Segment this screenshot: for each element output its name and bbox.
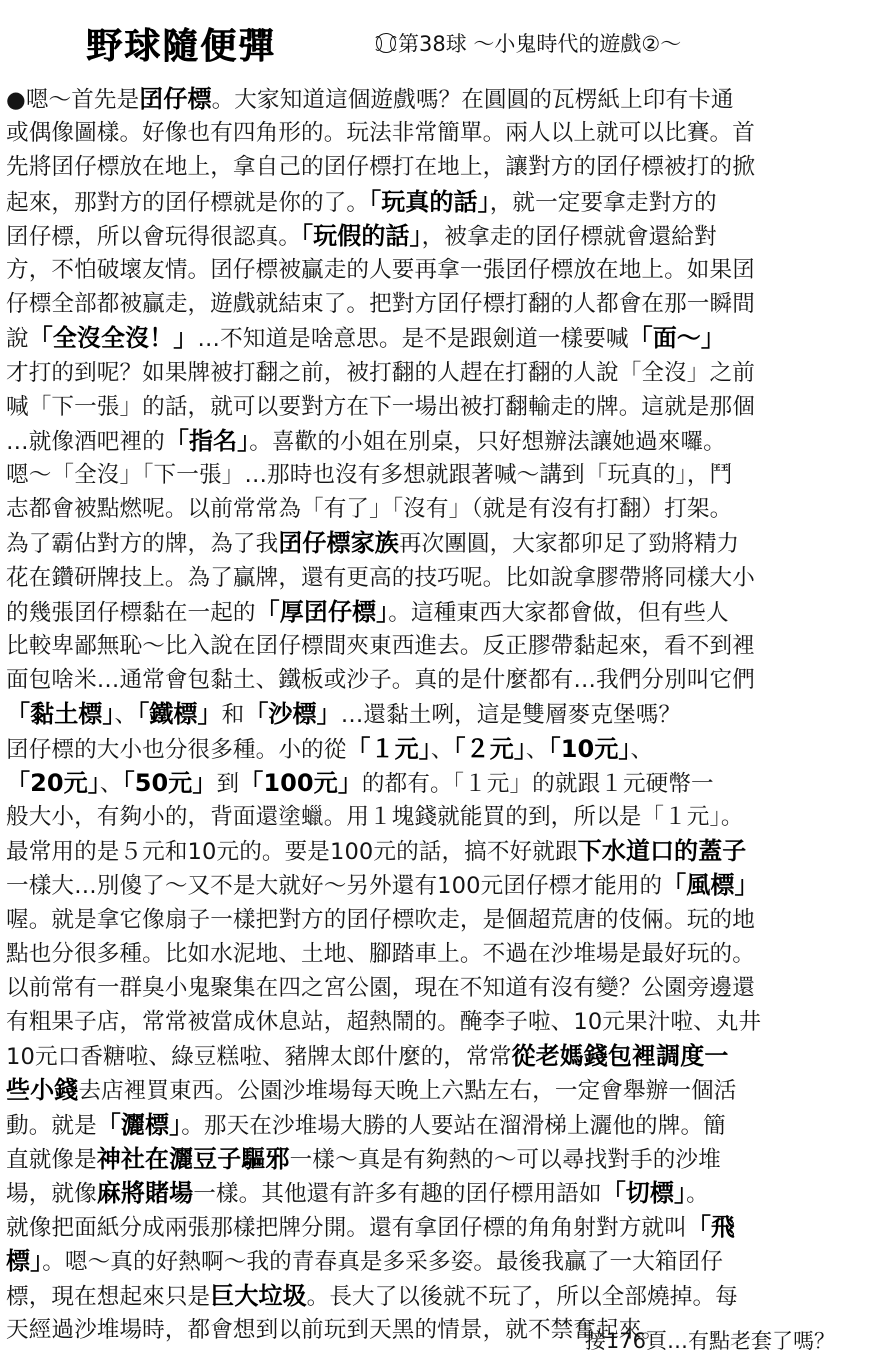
text-segment: 就像把面紙分成兩張那樣把牌分開。還有拿囝仔標的角角射對方就叫 xyxy=(6,1215,687,1242)
text-line xyxy=(6,185,868,219)
text-line xyxy=(6,1142,868,1176)
emphasized-term: 「飛 xyxy=(686,1213,736,1242)
text-segment: 喊「下一張」的話，就可以要對方在下一場出被打翻輸走的牌。這就是那個 xyxy=(6,393,755,420)
text-segment: 喔。就是拿它像扇子一樣把對方的囝仔標吹走，是個超荒唐的伎倆。玩的地 xyxy=(6,906,755,933)
chapter-label: 第38球 ～小鬼時代的遊戲②～ xyxy=(398,32,682,56)
continued-note: 接176頁…有點老套了嗎？ xyxy=(584,1329,835,1353)
text-segment: 才打的到呢？如果牌被打翻之前，被打翻的人趕在打翻的人說「全沒」之前 xyxy=(6,359,755,386)
emphasized-term: 下水道口的蓋子 xyxy=(577,837,747,866)
text-segment: 再次團圓，大家都卯足了勁將精力 xyxy=(398,531,740,558)
text-line xyxy=(6,697,868,731)
text-line xyxy=(6,356,868,390)
text-line xyxy=(6,82,868,116)
text-segment: ，就一定要拿走對方的 xyxy=(489,189,717,216)
text-segment: 有粗果子店，常常被當成休息站，超熱鬧的。醃李子啦、10元果汁啦、丸井 xyxy=(6,1009,762,1036)
text-line xyxy=(6,937,868,971)
emphasized-term: 「面～」 xyxy=(628,324,725,353)
text-segment: 先將囝仔標放在地上，拿自己的囝仔標打在地上，讓對方的囝仔標被打的掀 xyxy=(6,154,755,181)
text-line xyxy=(6,458,868,492)
emphasized-term: 巨大垃圾 xyxy=(210,1281,307,1310)
text-segment: 、 xyxy=(99,770,123,797)
text-line xyxy=(6,732,868,766)
emphasized-term: 「10元」 xyxy=(548,734,631,763)
emphasized-term: 「沙標」 xyxy=(244,700,341,729)
text-segment: 。這種東西大家都會做，但有些人 xyxy=(388,599,729,626)
text-line xyxy=(6,287,868,321)
text-segment: 或偶像圖樣。好像也有四角形的。玩法非常簡單。兩人以上就可以比賽。首 xyxy=(6,120,755,147)
emphasized-term: 「20元」 xyxy=(6,768,100,797)
text-segment: 的幾張囝仔標黏在一起的 xyxy=(6,599,256,626)
emphasized-term: 標」 xyxy=(6,1247,43,1276)
column-title: 野球隨便彈 xyxy=(86,25,277,67)
text-segment: 的都有。「１元」的就跟１元硬幣一 xyxy=(361,770,714,797)
text-segment: 。大家知道這個遊戲嗎？在圓圓的瓦楞紙上印有卡通 xyxy=(211,87,734,113)
text-segment: 。嗯～真的好熱啊～我的青春真是多采多姿。最後我贏了一大箱囝仔 xyxy=(42,1249,724,1276)
text-segment: 標，現在想起來只是 xyxy=(6,1283,211,1310)
text-line xyxy=(6,424,868,458)
emphasized-term: 「風標」 xyxy=(662,871,759,900)
text-segment: …就像酒吧裡的 xyxy=(6,428,165,455)
emphasized-term: 「指名」 xyxy=(164,426,250,455)
text-line xyxy=(6,766,868,800)
text-segment: 、 xyxy=(525,736,549,763)
emphasized-term: 「100元」 xyxy=(239,768,362,797)
text-segment: 。喜歡的小姐在別桌，只好想辦法讓她過來囉。 xyxy=(249,428,726,455)
text-segment: …不知道是啥意思。是不是跟劍道一樣要喊 xyxy=(197,326,629,353)
text-line xyxy=(6,1210,868,1244)
emphasized-term: 「黏土標」 xyxy=(6,700,115,729)
text-segment: 去店裡買東西。公園沙堆場每天晚上六點左右，一定會舉辦一個活 xyxy=(78,1078,737,1105)
page-header xyxy=(0,12,873,74)
text-segment: …還黏土咧，這是雙層麥克堡嗎？ xyxy=(340,702,682,729)
emphasized-term: 囝仔標 xyxy=(139,85,212,113)
text-segment: 。 xyxy=(686,1181,709,1207)
text-line xyxy=(6,1073,868,1107)
text-segment: 起來，那對方的囝仔標就是你的了。 xyxy=(6,189,370,216)
text-segment: 花在鑽研牌技上。為了贏牌，還有更高的技巧呢。比如說拿膠帶將同樣大小 xyxy=(6,564,755,591)
text-segment: 點也分很多種。比如水泥地、土地、腳踏車上。不過在沙堆場是最好玩的。 xyxy=(6,940,755,967)
text-segment: 最常用的是５元和10元的。要是100元的話，搞不好就跟 xyxy=(6,839,578,866)
text-segment: ●嗯～首先是 xyxy=(6,87,140,113)
article-body xyxy=(6,82,868,1347)
text-line xyxy=(6,1176,868,1210)
text-line xyxy=(6,1108,868,1142)
emphasized-term: 「玩真的話」 xyxy=(369,187,490,216)
text-segment: 囝仔標，所以會玩得很認真。 xyxy=(6,223,302,250)
text-segment: 一樣大…別傻了～又不是大就好～另外還有100元囝仔標才能用的 xyxy=(6,873,663,900)
text-segment: 動。就是 xyxy=(6,1112,97,1139)
text-line xyxy=(6,1279,868,1313)
text-line xyxy=(6,526,868,560)
text-segment: 一樣。其他還有許多有趣的囝仔標用語如 xyxy=(193,1181,602,1207)
text-line xyxy=(6,321,868,355)
text-segment: 說 xyxy=(6,326,29,353)
text-line xyxy=(6,663,868,697)
emphasized-term: 神社在灑豆子驅邪 xyxy=(96,1144,290,1173)
emphasized-term: 「灑標」 xyxy=(96,1110,182,1139)
emphasized-term: 「厚囝仔標」 xyxy=(255,597,389,626)
text-segment: 和 xyxy=(221,702,245,729)
text-line xyxy=(6,150,868,184)
text-segment: 一樣～真是有夠熱的～可以尋找對手的沙堆 xyxy=(289,1146,721,1173)
text-segment: 志都會被點燃呢。以前常常為「有了」「沒有」（就是有沒有打翻）打架。 xyxy=(6,496,733,523)
text-line xyxy=(6,971,868,1005)
text-line xyxy=(6,253,868,287)
text-line xyxy=(6,800,868,834)
text-line xyxy=(6,219,868,253)
text-segment: 天經過沙堆場時，都會想到以前玩到天黑的情景，就不禁奮起來。 xyxy=(6,1316,665,1343)
emphasized-term: 些小錢 xyxy=(6,1076,79,1105)
text-line xyxy=(6,1039,868,1073)
text-line xyxy=(6,390,868,424)
text-line xyxy=(6,1244,868,1278)
text-line xyxy=(6,116,868,150)
emphasized-term: 麻將賭場 xyxy=(96,1179,194,1207)
text-segment: 嗯～「全沒」「下一張」…那時也沒有多想就跟著喊～講到「玩真的」，鬥 xyxy=(6,462,733,489)
text-segment: 10元口香糖啦、綠豆糕啦、豬牌太郎什麼的，常常 xyxy=(6,1044,512,1071)
text-line xyxy=(6,492,868,526)
emphasized-term: 從老媽錢包裡調度一 xyxy=(511,1042,729,1071)
text-segment: 以前常有一群臭小鬼聚集在四之宮公園，現在不知道有沒有變？公園旁邊還 xyxy=(6,974,755,1001)
text-segment: ，被拿走的囝仔標就會還給對 xyxy=(421,223,717,250)
chapter-heading xyxy=(376,28,681,58)
text-line xyxy=(6,629,868,663)
text-segment: 直就像是 xyxy=(6,1146,97,1173)
text-segment: 囝仔標的大小也分很多種。小的從 xyxy=(6,736,347,763)
text-segment: 為了霸佔對方的牌，為了我 xyxy=(6,531,279,558)
text-segment: 般大小，有夠小的，背面還塗蠟。用１塊錢就能買的到，所以是「１元」。 xyxy=(6,803,744,830)
emphasized-term: 「鐵標」 xyxy=(137,700,222,729)
text-segment: 仔標全部都被贏走，遊戲就結束了。把對方囝仔標打翻的人都會在那一瞬間 xyxy=(6,291,755,318)
text-segment: 、 xyxy=(114,702,138,729)
text-segment: 、 xyxy=(430,736,454,763)
text-line xyxy=(6,868,868,902)
emphasized-term: 「切標」 xyxy=(601,1179,687,1207)
emphasized-term: 「50元」 xyxy=(122,768,217,797)
text-line xyxy=(6,595,868,629)
text-segment: 方，不怕破壞友情。囝仔標被贏走的人要再拿一張囝仔標放在地上。如果囝 xyxy=(6,256,755,283)
emphasized-term: 「１元」 xyxy=(346,734,431,763)
emphasized-term: 「全沒全沒！」 xyxy=(28,324,198,353)
text-segment: 面包啥米…通常會包黏土、鐵板或沙子。真的是什麼都有…我們分別叫它們 xyxy=(6,667,755,694)
text-segment: 到 xyxy=(216,770,240,797)
text-segment: 。那天在沙堆場大勝的人要站在溜滑梯上灑他的牌。簡 xyxy=(181,1112,726,1139)
emphasized-term: 「玩假的話」 xyxy=(301,221,422,250)
emphasized-term: 囝仔標家族 xyxy=(278,529,399,558)
text-line xyxy=(6,561,868,595)
text-segment: 。長大了以後就不玩了，所以全部燒掉。每 xyxy=(306,1283,738,1310)
text-segment: 、 xyxy=(630,736,654,763)
baseball-icon xyxy=(376,33,396,53)
text-segment: 比較卑鄙無恥～比入說在囝仔標間夾東西進去。反正膠帶黏起來，看不到裡 xyxy=(6,633,755,659)
text-line xyxy=(6,834,868,868)
text-line xyxy=(6,903,868,937)
emphasized-term: 「２元」 xyxy=(453,734,526,763)
text-segment: 場，就像 xyxy=(6,1181,97,1207)
text-line xyxy=(6,1005,868,1039)
